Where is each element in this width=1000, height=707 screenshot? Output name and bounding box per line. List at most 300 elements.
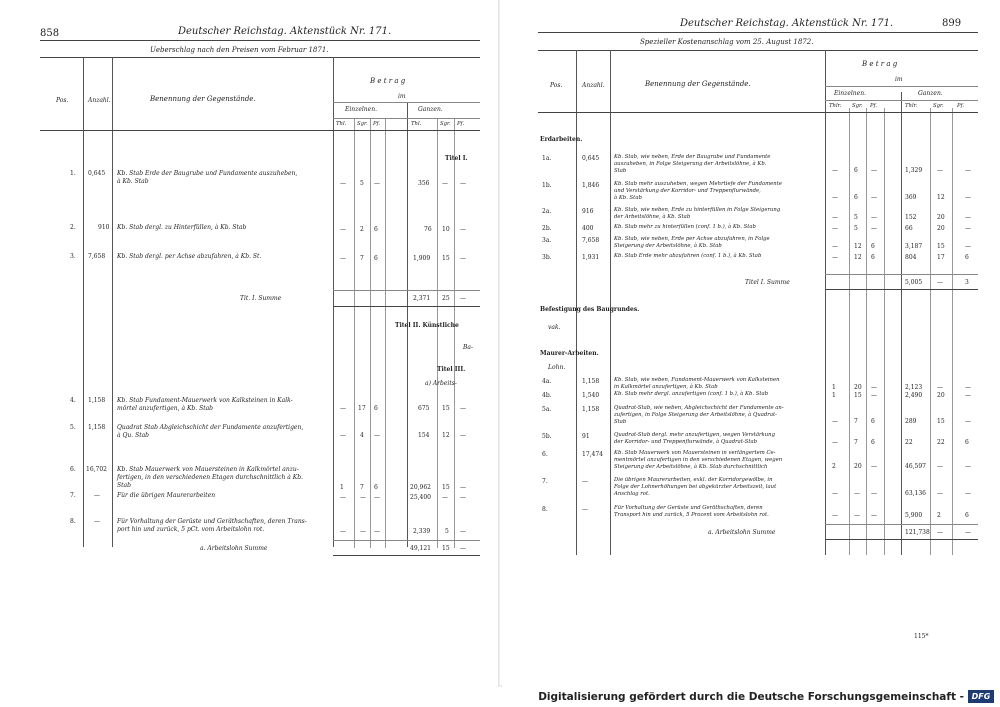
cell: 20 — [854, 463, 862, 470]
row-text: Für Vorhaltung der Gerüste und Geräthschaften, deren Trans- — [117, 518, 307, 525]
cell: 5 — [854, 225, 858, 232]
row-text: Transport hin und zurück, 5 Prozent vom Arbeitslohn rot. — [614, 512, 769, 518]
section-title: Titel III. — [437, 366, 466, 373]
cell: — — [871, 384, 877, 391]
table-title: Spezieller Kostenanschlag vom 25. August 1872. — [640, 38, 814, 46]
cell: — — [871, 392, 877, 399]
cell: 2 — [360, 226, 364, 233]
cell: — — [871, 463, 877, 470]
page-number: 858 — [40, 28, 60, 39]
col-header-betrag: B e t r a g — [370, 77, 406, 85]
row-text: port hin und zurück, 5 pCt. vom Arbeitslohn rot. — [117, 526, 265, 533]
cell: — — [374, 432, 380, 439]
col-line — [370, 118, 371, 548]
cell: 63,136 — [905, 490, 926, 497]
col-line — [610, 50, 611, 555]
row-text: Stab — [614, 168, 627, 174]
cell: — — [460, 226, 466, 233]
footer-text: Digitalisierung gefördert durch die Deutsche Forschungsgemeinschaft - — [538, 691, 964, 703]
row-text: Kb. Stab, wie neben, Erde per Achse abzufahren, in Folge — [614, 236, 770, 242]
cell: — — [832, 194, 838, 201]
col-line — [901, 92, 902, 555]
unit-sgr: Sgr. — [852, 103, 863, 109]
row-text: Kb. Stab, wie neben, Erde zu hinterfüllen in Folge Steigerung — [614, 207, 781, 213]
sum-label: Tit. I. Summe — [240, 295, 282, 302]
cell: — — [460, 405, 466, 412]
unit-thl: Thlr. — [905, 103, 918, 109]
cell: 15 — [442, 255, 450, 262]
cell: 152 — [905, 214, 917, 221]
cell: — — [854, 490, 860, 497]
cell: — — [340, 528, 346, 535]
col-header-einzelnen: Einzelnen. — [345, 106, 377, 113]
cell: — — [340, 494, 346, 501]
col-header-anzahl: Anzahl. — [88, 97, 111, 104]
row-pos: 1b. — [542, 182, 552, 189]
cell: — — [854, 512, 860, 519]
dfg-logo: DFG — [968, 690, 994, 703]
bottom-note: 115* — [914, 633, 929, 640]
row-pos: 5. — [70, 424, 76, 431]
unit-sgr: Sgr. — [440, 121, 451, 127]
header-rule — [538, 32, 978, 33]
col-header-benennung: Benennung der Gegenstände. — [645, 80, 751, 88]
col-line — [354, 118, 355, 548]
cell: 6 — [374, 226, 378, 233]
cell: 6 — [374, 405, 378, 412]
row-pos: 2b. — [542, 225, 552, 232]
section-subtitle: Ba- — [463, 344, 474, 351]
row-pos: 7. — [542, 478, 548, 485]
cell: — — [871, 167, 877, 174]
cell: 6 — [871, 254, 875, 261]
row-text: Folge der Lohnerhöhungen bei abgekürzter Arbeitszeit, laut — [614, 484, 777, 490]
cell: 22 — [905, 439, 913, 446]
cell: 121,738 — [905, 529, 930, 536]
row-pos: 3a. — [542, 237, 552, 244]
cell: — — [442, 494, 448, 501]
sum-label: a. Arbeitslohn Summe — [200, 545, 268, 552]
cell: 46,597 — [905, 463, 926, 470]
section-subtitle: a) Arbeits- — [425, 380, 457, 387]
row-anzahl: — — [94, 518, 100, 525]
cell: — — [832, 439, 838, 446]
row-text: Kb. Stab Erde der Baugrube und Fundamente auszuheben, — [117, 170, 298, 177]
cell: — — [937, 490, 943, 497]
sum-rule — [825, 289, 978, 290]
row-text: à Kb. Stab — [614, 195, 642, 201]
cell: — — [965, 225, 971, 232]
cell: 5 — [360, 180, 364, 187]
cell: — — [871, 194, 877, 201]
col-header-ganzen: Ganzen. — [418, 106, 443, 113]
cell: — — [832, 418, 838, 425]
row-pos: 6. — [70, 466, 76, 473]
cell: — — [965, 214, 971, 221]
row-text: Kb. Stab, wie neben, Fundament-Mauerwerk von Kalksteinen — [614, 377, 780, 383]
row-text: Kb. Stab Mauerwerk von Mauersteinen in Kalkmörtel anzu- — [117, 466, 299, 473]
unit-sgr: Sgr. — [933, 103, 944, 109]
cell: 12 — [854, 254, 862, 261]
cell: 6 — [965, 512, 969, 519]
cell: — — [460, 494, 466, 501]
cell: — — [965, 167, 971, 174]
cell: 20,962 — [410, 484, 431, 491]
cell: 154 — [418, 432, 430, 439]
cell: — — [460, 528, 466, 535]
cell: — — [937, 463, 943, 470]
row-anzahl: 0,645 — [88, 170, 106, 177]
cell: 2,339 — [413, 528, 431, 535]
cell: 15 — [442, 545, 450, 552]
row-pos: 5b. — [542, 433, 552, 440]
cell: 12 — [854, 243, 862, 250]
cell: — — [442, 180, 448, 187]
row-anzahl: 1,931 — [582, 254, 600, 261]
right-page — [500, 0, 1000, 685]
header-sub-rule — [333, 118, 480, 119]
cell: 3 — [965, 279, 969, 286]
header-rule — [40, 40, 480, 41]
cell: 15 — [442, 405, 450, 412]
cell: — — [374, 494, 380, 501]
row-text: Kb. Stab mehr dergl. anzufertigen (conf. 1 b.), à Kb. Stab — [614, 391, 769, 397]
unit-thl: Thl. — [336, 121, 347, 127]
cell: 7 — [854, 439, 858, 446]
cell: — — [832, 243, 838, 250]
col-header-einzelnen: Einzelnen. — [834, 90, 866, 97]
cell: 356 — [418, 180, 430, 187]
unit-pf: Pf. — [373, 121, 381, 127]
sum-rule — [825, 274, 978, 275]
cell: — — [340, 180, 346, 187]
row-text: und Verstärkung der Korridor- und Treppenflurwände, — [614, 188, 761, 194]
sum-label: a. Arbeitslohn Summe — [708, 529, 776, 536]
row-text: Anschlag rot. — [614, 491, 650, 497]
cell: 5,005 — [905, 279, 923, 286]
row-anzahl: 0,645 — [582, 155, 600, 162]
cell: — — [374, 528, 380, 535]
row-anzahl: 1,540 — [582, 392, 600, 399]
header-sub-rule — [333, 102, 480, 103]
cell: 2 — [937, 512, 941, 519]
section-subtitle: vak. — [548, 324, 561, 331]
row-text: mörtel anzufertigen, à Kb. Stab — [117, 405, 214, 412]
section-title: Befestigung des Baugrundes. — [540, 306, 640, 313]
cell: 2,490 — [905, 392, 923, 399]
cell: 675 — [418, 405, 430, 412]
cell: 7 — [854, 418, 858, 425]
header-bottom-rule — [40, 130, 480, 131]
cell: 12 — [442, 432, 450, 439]
row-text: in Kalkmörtel anzufertigen, à Kb. Stab — [614, 384, 718, 390]
section-title: Titel II. Künstliche — [395, 322, 459, 329]
col-line — [454, 118, 455, 548]
row-text: Kb. Stab mehr zu hinterfüllen (conf. 1 b.), à Kb. Stab — [614, 224, 756, 230]
cell: 6 — [871, 418, 875, 425]
row-anzahl: 910 — [98, 224, 110, 231]
col-header-betrag: B e t r a g — [862, 60, 898, 68]
cell: — — [460, 545, 466, 552]
unit-sgr: Sgr. — [357, 121, 368, 127]
cell: 6 — [965, 439, 969, 446]
cell: 15 — [937, 243, 945, 250]
row-pos: 4b. — [542, 392, 552, 399]
row-anzahl: — — [582, 506, 588, 513]
row-anzahl: 16,702 — [86, 466, 107, 473]
cell: 25,400 — [410, 494, 431, 501]
cell: — — [937, 279, 943, 286]
col-line — [930, 108, 931, 555]
cell: — — [937, 529, 943, 536]
row-text: der Korridor- und Treppenflurwände, à Quadrat-Stab — [614, 439, 758, 445]
cell: — — [965, 243, 971, 250]
header-sub-rule — [825, 86, 978, 87]
cell: 25 — [442, 295, 450, 302]
col-line — [884, 108, 885, 555]
row-text: Für die übrigen Maurerarbeiten — [117, 492, 216, 499]
row-pos: 1a. — [542, 155, 552, 162]
cell: 1,909 — [413, 255, 431, 262]
unit-pf: Pf. — [957, 103, 965, 109]
cell: 17 — [937, 254, 945, 261]
row-pos: 8. — [542, 506, 548, 513]
cell: — — [965, 529, 971, 536]
cell: 804 — [905, 254, 917, 261]
cell: 5,900 — [905, 512, 923, 519]
cell: 15 — [937, 418, 945, 425]
cell: 15 — [442, 484, 450, 491]
section-subtitle: Lohn. — [548, 364, 566, 371]
cell: 4 — [360, 432, 364, 439]
row-anzahl: 1,158 — [582, 406, 600, 413]
cell: 15 — [854, 392, 862, 399]
cell: 22 — [937, 439, 945, 446]
cell: — — [965, 418, 971, 425]
sum-rule — [825, 539, 978, 540]
cell: — — [460, 484, 466, 491]
col-header-im: im — [895, 76, 903, 83]
row-text: der Arbeitslöhne, à Kb. Stab — [614, 214, 691, 220]
cell: 1 — [340, 484, 344, 491]
sum-rule — [825, 524, 978, 525]
cell: — — [832, 512, 838, 519]
cell: — — [374, 180, 380, 187]
cell: — — [871, 490, 877, 497]
cell: — — [871, 225, 877, 232]
row-pos: 7. — [70, 492, 76, 499]
row-pos: 3b. — [542, 254, 552, 261]
row-text: Stab — [614, 419, 627, 425]
row-text: Steigerung der Arbeitslöhne, à Kb. Stab durchschnittlich — [614, 464, 768, 470]
cell: 10 — [442, 226, 450, 233]
row-text: Kb. Stab Erde mehr abzufahren (conf. 1 b.), à Kb. Stab — [614, 253, 762, 259]
row-anzahl: 91 — [582, 433, 590, 440]
sum-rule — [333, 555, 480, 556]
page-header: Deutscher Reichstag. Aktenstück Nr. 171. — [178, 26, 392, 37]
row-text: Quadrat-Stab dergl. mehr anzufertigen, wegen Verstärkung — [614, 432, 775, 438]
cell: — — [965, 392, 971, 399]
footer-bar — [0, 687, 1000, 707]
cell: 7 — [360, 484, 364, 491]
row-anzahl: 1,158 — [88, 397, 106, 404]
cell: 1 — [832, 392, 836, 399]
cell: 76 — [424, 226, 432, 233]
cell: 369 — [905, 194, 917, 201]
page-header: Deutscher Reichstag. Aktenstück Nr. 171. — [680, 18, 894, 29]
row-text: Kb. Stab, wie neben, Erde der Baugrube und Fundamente — [614, 154, 771, 160]
col-header-pos: Pos. — [550, 82, 563, 89]
row-text: Kb. Stab Mauerwerk von Mauersteinen in verlängertem Ce- — [614, 450, 776, 456]
cell: — — [832, 167, 838, 174]
row-pos: 8. — [70, 518, 76, 525]
cell: — — [832, 214, 838, 221]
cell: 66 — [905, 225, 913, 232]
unit-pf: Pf. — [457, 121, 465, 127]
cell: 1,329 — [905, 167, 923, 174]
sum-label: Titel I. Summe — [745, 279, 790, 286]
cell: — — [965, 463, 971, 470]
header-bottom-rule — [538, 112, 978, 113]
unit-pf: Pf. — [870, 103, 878, 109]
cell: — — [340, 405, 346, 412]
row-anzahl: — — [582, 478, 588, 485]
row-anzahl: — — [94, 492, 100, 499]
col-line — [576, 50, 577, 555]
row-anzahl: 400 — [582, 225, 594, 232]
table-top-rule — [538, 50, 978, 51]
cell: — — [360, 494, 366, 501]
cell: — — [360, 528, 366, 535]
section-title: Maurer-Arbeiten. — [540, 350, 599, 357]
cell: — — [965, 490, 971, 497]
col-line — [385, 118, 386, 548]
row-text: Kb. Stab dergl. zu Hinterfüllen, à Kb. Stab — [117, 224, 247, 231]
row-anzahl: 1,158 — [582, 378, 600, 385]
cell: 6 — [374, 255, 378, 262]
cell: — — [871, 214, 877, 221]
table-title: Ueberschlag nach den Preisen vom Februar 1871. — [150, 46, 329, 54]
cell: 2,123 — [905, 384, 923, 391]
cell: 7 — [360, 255, 364, 262]
cell: — — [832, 254, 838, 261]
row-anzahl: 1,158 — [88, 424, 106, 431]
cell: 20 — [937, 392, 945, 399]
cell: 6 — [374, 484, 378, 491]
row-pos: 6. — [542, 451, 548, 458]
row-text: auszuheben, in Folge Steigerung der Arbeitslöhne, à Kb. — [614, 161, 767, 167]
cell: — — [965, 194, 971, 201]
cell: 289 — [905, 418, 917, 425]
cell: 3,187 — [905, 243, 923, 250]
col-line — [866, 108, 867, 555]
row-text: Kb. Stab mehr auszuheben, wegen Mehrtiefe der Fundamente — [614, 181, 782, 187]
row-anzahl: 7,658 — [88, 253, 106, 260]
cell: — — [460, 180, 466, 187]
sum-rule — [333, 306, 480, 307]
cell: 20 — [854, 384, 862, 391]
row-text: Kb. Stab Fundament-Mauerwerk von Kalksteinen in Kalk- — [117, 397, 293, 404]
cell: — — [832, 225, 838, 232]
cell: — — [871, 512, 877, 519]
row-text: Kb. Stab dergl. per Achse abzufahren, à Kb. St. — [117, 253, 262, 260]
row-text: Quadrat-Stab, wie neben, Abgleichschicht der Fundamente an- — [614, 405, 784, 411]
row-pos: 1. — [70, 170, 76, 177]
row-pos: 2a. — [542, 208, 552, 215]
cell: 6 — [871, 439, 875, 446]
cell: — — [937, 167, 943, 174]
col-line — [437, 118, 438, 548]
col-header-pos: Pos. — [56, 97, 69, 104]
row-pos: 4. — [70, 397, 76, 404]
cell: 2 — [832, 463, 836, 470]
section-title: Erdarbeiten. — [540, 136, 583, 143]
col-header-ganzen: Ganzen. — [918, 90, 943, 97]
row-text: mentmörtel anzufertigen in den verschiedenen Etagen, wegen — [614, 457, 783, 463]
cell: 49,121 — [410, 545, 431, 552]
row-text: zufertigen, in Folge Steigerung der Arbeitslöhne, à Quadrat- — [614, 412, 777, 418]
cell: 12 — [937, 194, 945, 201]
row-text: Die übrigen Maurerarbeiten, exkl. der Korridorgewölbe, in — [614, 477, 773, 483]
table-top-rule — [40, 57, 480, 58]
row-pos: 5a. — [542, 406, 552, 413]
header-sub-rule — [825, 100, 978, 101]
row-pos: 4a. — [542, 378, 552, 385]
cell: — — [965, 384, 971, 391]
col-header-im: im — [398, 93, 406, 100]
cell: — — [340, 226, 346, 233]
cell: 6 — [854, 194, 858, 201]
row-pos: 3. — [70, 253, 76, 260]
cell: — — [340, 255, 346, 262]
section-title: Titel I. — [445, 155, 468, 162]
cell: 5 — [854, 214, 858, 221]
cell: 6 — [871, 243, 875, 250]
row-text: à Qu. Stab — [117, 432, 150, 439]
row-text: fertigen, in den verschiedenen Etagen durchschnittlich à Kb. — [117, 474, 303, 481]
unit-thl: Thlr. — [829, 103, 842, 109]
sum-rule — [333, 540, 480, 541]
unit-thl: Thl. — [411, 121, 422, 127]
cell: 20 — [937, 214, 945, 221]
row-text: à Kb. Stab — [117, 178, 149, 185]
cell: 2,371 — [413, 295, 431, 302]
col-header-anzahl: Anzahl. — [582, 82, 605, 89]
cell: 17 — [358, 405, 366, 412]
page-number: 899 — [942, 18, 962, 29]
sum-rule — [333, 290, 480, 291]
cell: 5 — [445, 528, 449, 535]
row-text: Quadrat Stab Abgleichschicht der Fundamente anzufertigen, — [117, 424, 304, 431]
cell: — — [460, 295, 466, 302]
row-pos: 2. — [70, 224, 76, 231]
left-page — [0, 0, 500, 685]
row-anzahl: 17,474 — [582, 451, 603, 458]
cell: — — [340, 432, 346, 439]
cell: — — [460, 255, 466, 262]
cell: — — [937, 384, 943, 391]
cell: — — [460, 432, 466, 439]
row-anzahl: 7,658 — [582, 237, 600, 244]
col-line — [825, 50, 826, 555]
row-text: Für Vorhaltung der Gerüste und Geräthschaften, deren — [614, 505, 763, 511]
col-header-benennung: Benennung der Gegenstände. — [150, 95, 256, 103]
cell: 6 — [854, 167, 858, 174]
row-text: Stab — [117, 482, 131, 489]
cell: — — [832, 490, 838, 497]
cell: 6 — [965, 254, 969, 261]
col-line — [849, 108, 850, 555]
